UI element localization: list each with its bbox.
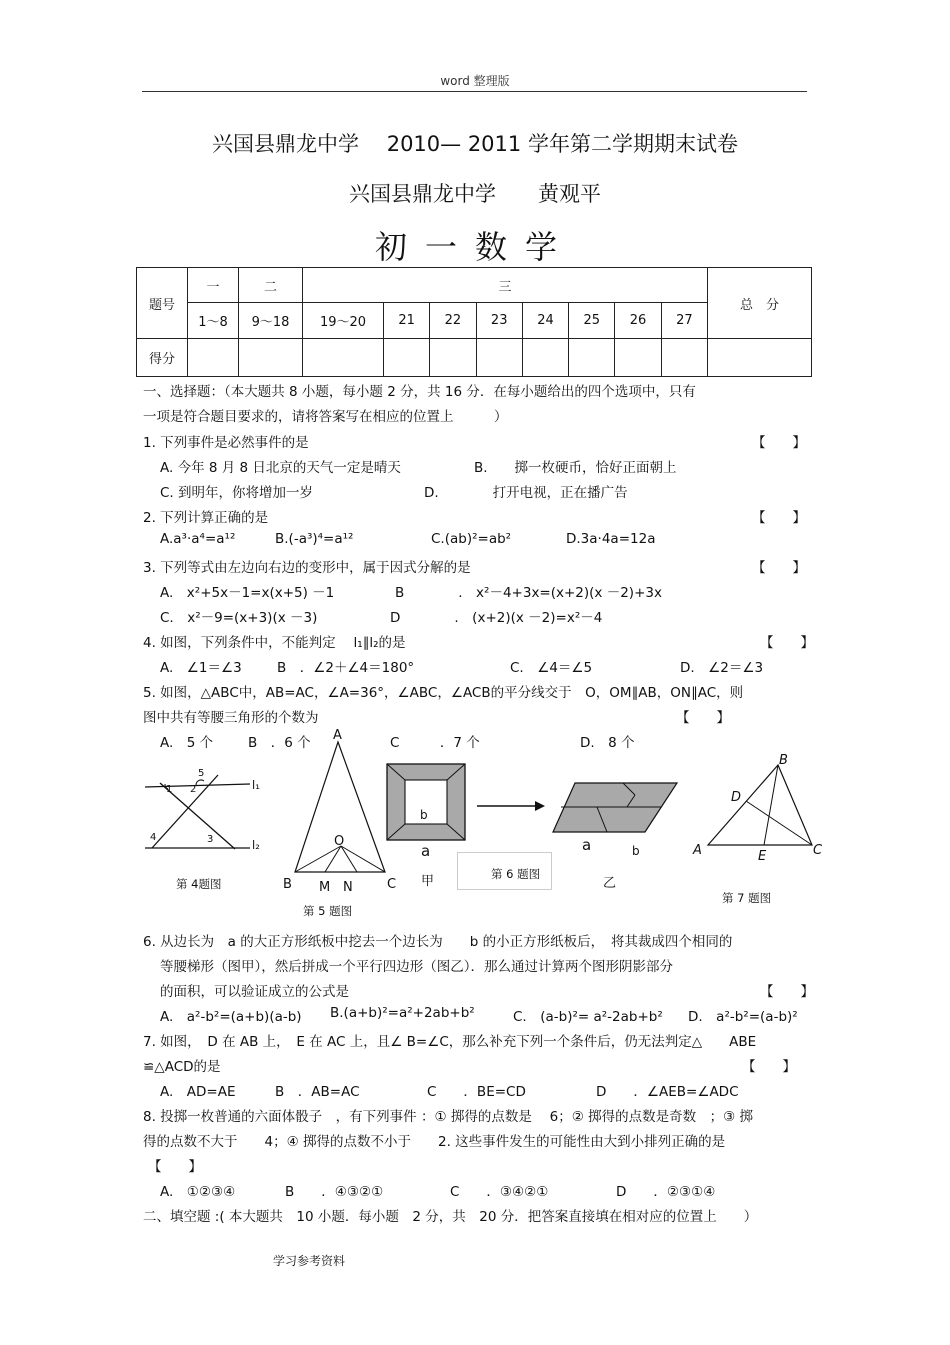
answer-bracket[interactable]: 【 】 xyxy=(148,1159,202,1175)
answer-bracket[interactable]: 【 】 xyxy=(752,510,806,526)
score-cell[interactable] xyxy=(430,339,476,377)
q1-option-c: C. 到明年，你将增加一岁 xyxy=(160,485,314,501)
q4-stem: 4. 如图，下列条件中，不能判定 l₁∥l₂的是 xyxy=(143,635,406,651)
answer-bracket[interactable]: 【 】 xyxy=(760,984,814,1000)
section-2-header: 二 xyxy=(239,268,303,303)
q4-option-d: D. ∠2＝∠3 xyxy=(680,660,764,676)
fig6-label-jia: 甲 xyxy=(421,874,435,889)
q5-stem: 5. 如图，△ABC中，AB=AC，∠A=36°，∠ABC，∠ACB的平分线交于 O，OM∥AB，ON∥AC，则 xyxy=(143,685,744,701)
range-cell: 23 xyxy=(476,303,522,339)
q1-option-a: A. 今年 8 月 8 日北京的天气一定是晴天 xyxy=(160,460,401,476)
q8-option-b: B ．④③②① xyxy=(285,1184,384,1200)
section1-instructions: 一、选择题：（本大题共 8 小题，每小题 2 分，共 16 分．在每小题给出的四个选项中，只有 xyxy=(143,384,696,400)
q8-option-d: D ．②③①④ xyxy=(616,1184,716,1200)
q5-option-d: D. 8 个 xyxy=(580,735,635,751)
fig6-label-b-2: b xyxy=(632,844,640,858)
q6-option-a: A. a²-b²=(a+b)(a-b) xyxy=(160,1009,302,1025)
section-1-header: 一 xyxy=(188,268,239,303)
score-cell[interactable] xyxy=(476,339,522,377)
fig4-label-4: 4 xyxy=(150,832,157,843)
q4-option-a: A. ∠1＝∠3 xyxy=(160,660,242,676)
page-footer: 学习参考资料 xyxy=(273,1254,346,1268)
fig5-label-O: O xyxy=(334,834,345,849)
fig4-caption: 第 4题图 xyxy=(176,877,222,891)
fig4-label-3: 3 xyxy=(207,834,214,845)
q6-line-2: 等腰梯形（图甲），然后拼成一个平行四边形（图乙）．那么通过计算两个图形阴影部分 xyxy=(160,959,673,975)
fig7-label-C: C xyxy=(813,843,823,858)
q2-stem: 2. 下列计算正确的是 xyxy=(143,510,269,526)
q3-stem: 3. 下列等式由左边向右边的变形中，属于因式分解的是 xyxy=(143,560,471,576)
score-cell[interactable] xyxy=(569,339,615,377)
q5-stem-2: 图中共有等腰三角形的个数为 xyxy=(143,710,319,726)
fig7-label-E: E xyxy=(758,849,767,864)
row-label-score: 得分 xyxy=(137,339,188,377)
page-header: word 整理版 xyxy=(440,74,510,88)
range-cell: 22 xyxy=(430,303,476,339)
range-cell: 27 xyxy=(661,303,707,339)
range-cell: 24 xyxy=(522,303,568,339)
range-cell: 9～18 xyxy=(239,303,303,339)
q2-option-a: A.a³·a⁴=a¹² xyxy=(160,531,236,547)
q3-option-c: C. x²－9=(x+3)(x －3) xyxy=(160,610,318,626)
q2-option-c: C.(ab)²=ab² xyxy=(431,531,512,547)
fig5-label-M: M xyxy=(319,880,331,895)
fig5-label-N: N xyxy=(343,880,353,895)
score-cell[interactable] xyxy=(303,339,384,377)
q3-option-b: B . x²－4+3x=(x+2)(x －2)+3x xyxy=(395,585,662,601)
range-cell: 21 xyxy=(384,303,430,339)
section-3-header: 三 xyxy=(303,268,708,303)
range-cell: 19～20 xyxy=(303,303,384,339)
q7-line-2: ≌△ACD的是 xyxy=(143,1059,221,1075)
fig7-label-B: B xyxy=(779,753,788,768)
score-cell[interactable] xyxy=(188,339,239,377)
total-header: 总 分 xyxy=(708,268,812,339)
header-rule xyxy=(142,91,807,92)
section2-instructions: 二、填空题 :( 本大题共 10 小题．每小题 2 分，共 20 分．把答案直接填在相对应的位置上 ） xyxy=(143,1209,758,1225)
fig6-label-a: a xyxy=(421,842,431,860)
range-cell: 26 xyxy=(615,303,661,339)
fig6-label-a-2: a xyxy=(582,836,592,854)
score-cell[interactable] xyxy=(661,339,707,377)
fig6-label-yi: 乙 xyxy=(603,876,617,891)
figure-4 xyxy=(140,765,270,865)
q7-line-1: 7. 如图， D 在 AB 上， E 在 AC 上，且∠ B=∠C，那么补充下列一个条件后，仍无法判定△ ABE xyxy=(143,1034,757,1050)
q7-option-b: B ．AB=AC xyxy=(275,1084,360,1100)
q5-option-b: B ．6 个 xyxy=(248,735,311,751)
fig6-caption: 第 6 题图 xyxy=(491,867,541,881)
exam-title: 兴国县鼎龙中学 2010— 2011 学年第二学期期末试卷 xyxy=(212,132,738,156)
fig4-label-l1: l₁ xyxy=(252,778,260,792)
score-cell[interactable] xyxy=(522,339,568,377)
score-cell[interactable] xyxy=(384,339,430,377)
fig4-label-l2: l₂ xyxy=(252,838,260,852)
q8-option-c: C ．③④②① xyxy=(450,1184,549,1200)
fig6-label-b: b xyxy=(420,808,428,822)
q1-option-b: B. 掷一枚硬币，恰好正面朝上 xyxy=(474,460,677,476)
q6-option-c: C. (a-b)²= a²-2ab+b² xyxy=(513,1009,663,1025)
answer-bracket[interactable]: 【 】 xyxy=(752,560,806,576)
fig5-label-B: B xyxy=(283,877,292,892)
q7-option-a: A. AD=AE xyxy=(160,1084,236,1100)
fig5-label-C: C xyxy=(387,877,397,892)
fig5-caption: 第 5 题图 xyxy=(303,904,353,918)
answer-bracket[interactable]: 【 】 xyxy=(760,635,814,651)
q4-option-c: C. ∠4＝∠5 xyxy=(510,660,593,676)
answer-bracket[interactable]: 【 】 xyxy=(752,435,806,451)
score-cell[interactable] xyxy=(615,339,661,377)
range-cell: 1～8 xyxy=(188,303,239,339)
q8-line-1: 8. 投掷一枚普通的六面体骰子 ，有下列事件 ：① 掷得的点数是 6；② 掷得的点数是奇数 ；③ 掷 xyxy=(143,1109,754,1125)
q7-option-c: C ．BE=CD xyxy=(427,1084,526,1100)
fig7-label-D: D xyxy=(731,790,742,805)
fig5-label-A: A xyxy=(333,728,342,743)
q6-line-3: 的面积，可以验证成立的公式是 xyxy=(160,984,349,1000)
score-cell[interactable] xyxy=(708,339,812,377)
fig7-label-A: A xyxy=(693,843,702,858)
section1-instructions-2: 一项是符合题目要求的，请将答案写在相应的位置上 ） xyxy=(143,409,508,425)
score-table xyxy=(136,267,812,377)
fig4-label-2: 2 xyxy=(190,784,197,795)
row-label-number: 题号 xyxy=(137,268,188,339)
q8-line-2: 得的点数不大于 4；④ 掷得的点数不小于 2. 这些事件发生的可能性由大到小排列正确的是 xyxy=(143,1134,726,1150)
q5-option-a: A. 5 个 xyxy=(160,735,214,751)
q1-stem: 1. 下列事件是必然事件的是 xyxy=(143,435,309,451)
score-cell[interactable] xyxy=(239,339,303,377)
figure-6 xyxy=(385,760,685,850)
fig4-label-5: 5 xyxy=(198,768,205,779)
q8-option-a: A. ①②③④ xyxy=(160,1184,236,1200)
fig4-label-1: 1 xyxy=(166,784,173,795)
answer-bracket[interactable]: 【 】 xyxy=(676,710,730,726)
answer-bracket[interactable]: 【 】 xyxy=(742,1059,796,1075)
q1-option-d: D. 打开电视，正在播广告 xyxy=(424,485,628,501)
subject-title: 初一数学 xyxy=(374,228,575,266)
q3-option-d: D . (x+2)(x －2)=x²－4 xyxy=(390,610,603,626)
q3-option-a: A. x²+5x－1=x(x+5) －1 xyxy=(160,585,335,601)
fig7-caption: 第 7 题图 xyxy=(722,891,772,905)
q4-option-b: B ．∠2＋∠4＝180° xyxy=(277,660,415,676)
q7-option-d: D ．∠AEB=∠ADC xyxy=(596,1084,739,1100)
q2-option-d: D.3a·4a=12a xyxy=(566,531,656,547)
q5-option-c: C ．7 个 xyxy=(390,735,480,751)
q6-option-d: D. a²-b²=(a-b)² xyxy=(688,1009,798,1025)
range-cell: 25 xyxy=(569,303,615,339)
q6-line-1: 6. 从边长为 a 的大正方形纸板中挖去一个边长为 b 的小正方形纸板后， 将其裁成四个相同的 xyxy=(143,934,733,950)
exam-author: 兴国县鼎龙中学 黄观平 xyxy=(349,182,601,206)
q6-option-b: B.(a+b)²=a²+2ab+b² xyxy=(330,1005,475,1021)
figure-5 xyxy=(285,738,395,878)
q2-option-b: B.(-a³)⁴=a¹² xyxy=(275,531,354,547)
